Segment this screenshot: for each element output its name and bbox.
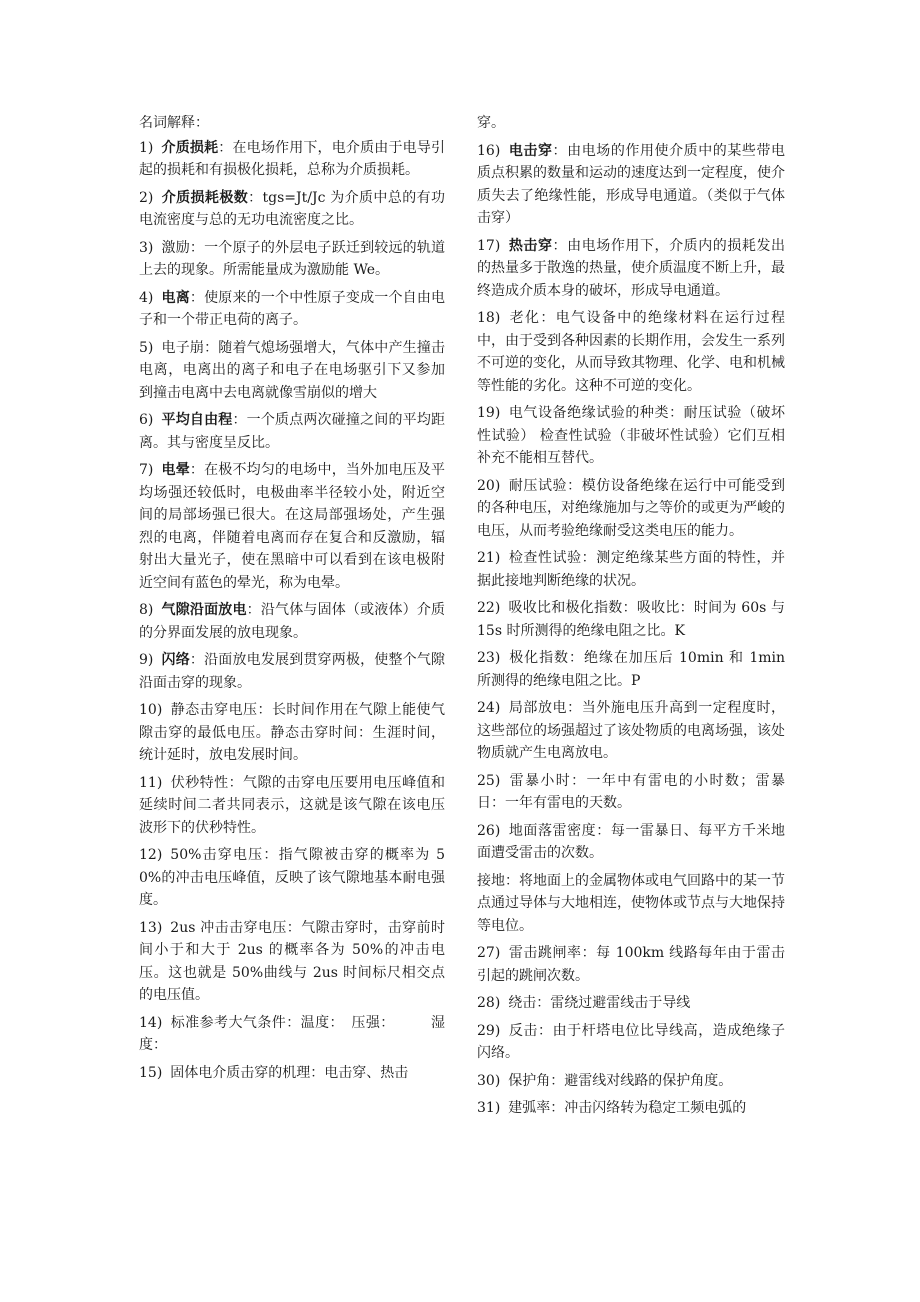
- definition-item: [139, 649, 445, 694]
- item-term: 电气设备绝缘试验的种类: [508, 405, 670, 421]
- item-separator: ：: [228, 774, 244, 791]
- item-text: 一年中有雷电的小时数；雷暴日：一年有雷电的天数。: [477, 772, 786, 811]
- item-text: 电击穿、热击: [324, 1064, 409, 1081]
- item-separator: ：: [263, 847, 279, 863]
- item-number: 2): [139, 189, 154, 206]
- definition-item: [477, 820, 785, 865]
- definition-item: [139, 137, 445, 182]
- definition-item: [477, 1070, 785, 1093]
- item-number: 25): [477, 772, 501, 789]
- definition-item: [477, 992, 785, 1015]
- item-separator: ：: [246, 602, 261, 618]
- item-text: 由于杆塔电位比导线高，造成绝缘子闪络。: [477, 1022, 786, 1061]
- item-term: 电离: [161, 289, 190, 306]
- item-text: 模仿设备绝缘在运行中可能受到的各种电压，对绝缘施加与之等价的或更为严峻的电压，从而考验绝缘耐受这类电压的能力。: [477, 477, 786, 539]
- item-separator: ：: [567, 477, 582, 494]
- item-text: 测定绝缘某些方面的特性，并据此接地判断绝缘的状况。: [477, 550, 786, 589]
- item-number: 14): [139, 1014, 163, 1031]
- item-term: 耐压试验: [508, 477, 568, 494]
- item-number: 31): [477, 1100, 501, 1116]
- item-separator: ：: [189, 652, 205, 668]
- item-number: 4): [139, 289, 154, 306]
- definition-item: [477, 547, 785, 592]
- item-number: 16): [477, 142, 501, 159]
- item-text: 一个原子的外层电子跃迁到较远的轨道上去的现象。所需能量成为激励能 We。: [139, 239, 446, 278]
- item-separator: ：: [569, 650, 584, 666]
- item-text: 在极不均匀的电场中，当外加电压及平均场强还较低时，电极曲率半径较小处，附近空间的局部场强已很大。在这局部强场处，产生强烈的电离，伴随着电离而存在复合和反激励，辐射出大量光子，使在黑暗中可以看到在该电极附近空间有蓝色的晕光，称为电晕。: [139, 462, 446, 591]
- item-term: 老化: [508, 310, 541, 326]
- item-text: 雷绕过避雷线击于导线: [550, 995, 691, 1011]
- item-text: 当外施电压升高到一定程度时，这些部位的场强超过了该处物质的电离场强，该处物质就产生电离放电。: [477, 700, 786, 761]
- item-number: 3): [139, 239, 154, 256]
- item-term: 伏秒特性: [170, 774, 229, 791]
- definition-item: [477, 647, 785, 692]
- item-text: 随着气熄场强增大，气体中产生撞击电离，电离出的离子和电子在电场驱引下又参加到撞击电离中去电离就像雪崩似的增大: [139, 339, 446, 401]
- item-term: 激励: [161, 239, 190, 256]
- item-number: 30): [477, 1072, 501, 1089]
- item-text: 由电场作用下，介质内的损耗发出的热量多于散逸的热量，使介质温度不断上升，最终造成介质本身的破坏，形成导电通道。: [477, 237, 786, 299]
- item-term: 介质损耗: [161, 139, 219, 156]
- item-term: 检查性试验: [508, 550, 582, 566]
- item-separator: ：: [286, 1014, 301, 1031]
- item-text: 避雷线对线路的保护角度。: [564, 1072, 733, 1089]
- item-term: 平均自由程: [161, 412, 233, 428]
- item-term: 吸收比和极化指数: [508, 600, 623, 616]
- definition-item: [477, 402, 785, 470]
- item-term: 地面落雷密度: [508, 822, 597, 839]
- item-term: 雷暴小时: [508, 772, 572, 789]
- item-text: 气隙的击穿电压要用电压峰值和延续时间二者共同表示，这就是该气隙在该电压波形下的伏秒特性。: [139, 774, 446, 836]
- definition-item: [477, 235, 785, 303]
- item-term: 2us 冲击击穿电压: [170, 919, 287, 936]
- definition-item: [139, 1012, 445, 1057]
- item-text: 电气设备中的绝缘材料在运行过程中，由于受到各种因素的长期作用，会发生一系列不可逆的变化，从而导致其物理、化学、电和机械等性能的劣化。这种不可逆的变化。: [477, 310, 786, 394]
- item-text: 吸收比：时间为 60s 与 15s 时所测得的绝缘电阻之比。K: [477, 600, 786, 639]
- item-separator: ：: [550, 1100, 565, 1116]
- item-number: 29): [477, 1022, 501, 1039]
- item-text: 一个质点两次碰撞之间的平均距离。其与密度呈反比。: [139, 412, 446, 451]
- definition-item: [477, 697, 785, 765]
- left-column: [139, 112, 445, 1089]
- item-separator: ：: [552, 142, 568, 159]
- item-separator: ：: [232, 412, 247, 428]
- item-number: 12): [139, 847, 163, 863]
- item-separator: ：: [536, 995, 551, 1011]
- item-term: 雷击跳闸率: [508, 945, 582, 961]
- item-number: 9): [139, 652, 154, 668]
- item-term: 绕击: [508, 995, 537, 1011]
- definition-item: [139, 237, 445, 282]
- item-text: 沿气体与固体（或液体）介质的分界面发展的放电现象。: [139, 602, 446, 641]
- item-term: 电击穿: [508, 142, 553, 159]
- item-text: 绝缘在加压后 10min 和 1min 所测得的绝缘电阻之比。P: [477, 650, 785, 689]
- item-separator: ：: [567, 700, 582, 716]
- definition-item: [139, 844, 445, 912]
- item-separator: ：: [537, 1022, 553, 1039]
- item-text: 耐压试验（破坏性试验） 检查性试验（非破坏性试验）它们互相补充不能相互替代。: [477, 405, 786, 466]
- item-term: 极化指数: [508, 650, 569, 666]
- item-number: 17): [477, 237, 501, 254]
- item-number: 10): [139, 702, 163, 718]
- item-separator: ：: [622, 600, 637, 616]
- item-number: 24): [477, 700, 501, 716]
- definition-item: [477, 475, 785, 543]
- definition-item: [477, 770, 785, 815]
- item-separator: ：: [189, 289, 205, 306]
- item-separator: ：: [581, 945, 597, 961]
- definition-item: [139, 917, 445, 1007]
- item-number: 28): [477, 995, 501, 1011]
- definition-item: [477, 942, 785, 987]
- definition-item: [139, 337, 445, 405]
- item-term: 保护角: [508, 1072, 551, 1089]
- item-term: 电晕: [161, 462, 190, 478]
- item-separator: ：: [310, 1064, 325, 1081]
- item-term: 电子崩: [161, 339, 205, 356]
- item-number: 1): [139, 139, 154, 156]
- definition-item: [477, 307, 785, 397]
- definition-item: [477, 597, 785, 642]
- item-term: 局部放电: [508, 700, 568, 716]
- item-number: 23): [477, 650, 501, 666]
- item-separator: ：: [286, 919, 302, 936]
- item-term: 反击: [508, 1022, 538, 1039]
- item-number: 15): [139, 1064, 163, 1081]
- item-text: 沿面放电发展到贯穿两极，使整个气隙沿面击穿的现象。: [139, 652, 446, 691]
- item-term: 热击穿: [508, 237, 553, 254]
- item-term: 标准参考大气条件: [170, 1014, 287, 1031]
- definition-item: [139, 599, 445, 644]
- item-separator: ：: [596, 822, 611, 839]
- item-separator: ：: [552, 237, 568, 254]
- definition-item: [477, 140, 785, 230]
- item-separator: ：: [540, 310, 556, 326]
- definition-item: [139, 699, 445, 767]
- item-separator: ：: [189, 462, 205, 478]
- item-number: 19): [477, 405, 501, 421]
- item-separator: ：: [218, 139, 233, 156]
- item-term: 接地: [477, 872, 505, 889]
- item-term: 固体电介质击穿的机理: [170, 1064, 311, 1081]
- item-term: 静态击穿电压: [170, 702, 258, 718]
- item-number: 21): [477, 550, 501, 566]
- item-separator: ：: [248, 189, 263, 206]
- item-separator: ：: [257, 702, 272, 718]
- item-text: 长时间作用在气隙上能使气隙击穿的最低电压。静态击穿时间：生涯时间，统计延时，放电发展时间。: [139, 702, 446, 763]
- definition-item: [139, 459, 445, 594]
- item-text: 在电场作用下，电介质由于电导引起的损耗和有损极化损耗，总称为介质损耗。: [139, 139, 446, 178]
- definition-item: [139, 287, 445, 332]
- item-number: 22): [477, 600, 501, 616]
- definition-item: [477, 1097, 785, 1120]
- item-number: 27): [477, 945, 501, 961]
- item-term: 50%击穿电压: [170, 847, 264, 863]
- item-text: tgs=Jt/Jc 为介质中总的有功电流密度与总的无功电流密度之比。: [139, 189, 445, 228]
- item-number: 20): [477, 477, 501, 494]
- item-text: 由电场的作用使介质中的某些带电质点积累的数量和运动的速度达到一定程度，使介质失去了绝缘性能，形成导电通道。（类似于气体击穿）: [477, 142, 786, 226]
- item-text: 每一雷暴日、每平方千米地面遭受雷击的次数。: [477, 822, 786, 861]
- item-text: 每 100km 线路每年由于雷击引起的跳闸次数。: [477, 945, 786, 984]
- item-separator: ：: [669, 405, 684, 421]
- item-text: 使原来的一个中性原子变成一个自由电子和一个带正电荷的离子。: [139, 289, 446, 328]
- definition-item: [477, 870, 785, 938]
- item-number: 5): [139, 339, 154, 356]
- definition-item: [139, 772, 445, 840]
- item-separator: ：: [505, 872, 519, 889]
- item-number: 8): [139, 602, 154, 618]
- item-separator: ：: [550, 1072, 565, 1089]
- definition-item: [139, 187, 445, 232]
- definition-item: [139, 409, 445, 454]
- item-term: 介质损耗极数: [161, 189, 249, 206]
- item-term: 气隙沿面放电: [161, 602, 247, 618]
- item-text: 将地面上的金属物体或电气回路中的某一节点通过导体与大地相连，使物体或节点与大地保持等电位。: [477, 872, 785, 934]
- item-separator: ：: [189, 239, 205, 256]
- item-text: 冲击闪络转为稳定工频电弧的: [564, 1100, 747, 1116]
- item-term: 闪络: [161, 652, 190, 668]
- item-text: 气隙击穿时，击穿前时间小于和大于 2us 的概率各为 50%的冲击电压。这也就是 50%曲线与 2us 时间标尺相交点的电压值。: [139, 919, 446, 1003]
- item-term: 建弧率: [508, 1100, 551, 1116]
- definition-item: [139, 1062, 445, 1085]
- item-text: 穿。: [477, 115, 505, 131]
- item-number: 26): [477, 822, 501, 839]
- item-separator: ：: [204, 339, 219, 356]
- definition-item: [477, 1020, 785, 1065]
- item-number: 13): [139, 919, 163, 936]
- item-separator: ：: [571, 772, 587, 789]
- item-number: 6): [139, 412, 154, 428]
- item-text: 指气隙被击穿的概率为 50%的冲击电压峰值，反映了该气隙地基本耐电强度。: [139, 847, 446, 908]
- item-number: 11): [139, 774, 163, 791]
- item-number: 18): [477, 310, 501, 326]
- item-number: 7): [139, 462, 154, 478]
- item-text: 温度： 压强： 湿度：: [139, 1014, 446, 1053]
- item-separator: ：: [581, 550, 597, 566]
- section-heading: 名词解释：: [139, 115, 209, 131]
- right-column: [477, 112, 785, 1125]
- definition-item: [477, 112, 785, 135]
